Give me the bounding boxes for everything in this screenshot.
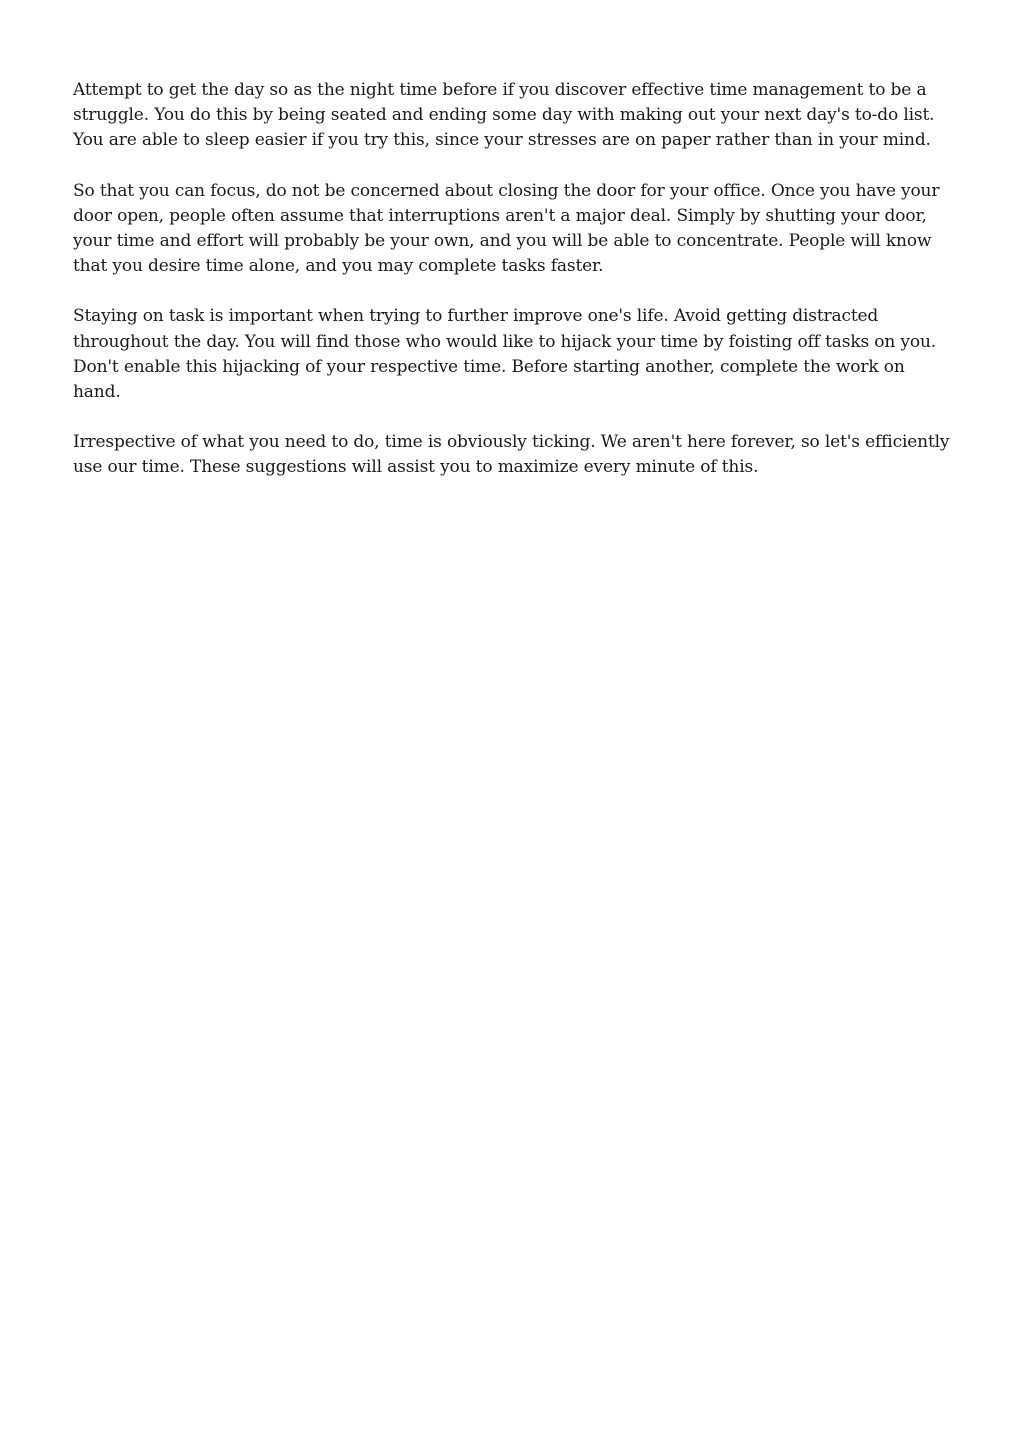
paragraph-1: Attempt to get the day so as the night time before if you discover effective time management to be a struggle. You do this by being seated and ending some day with making out your next day's to-do list. You are able to sleep easier if you try this, since your stresses are on paper rather than in your mind.: [73, 80, 935, 151]
paragraph-2: So that you can focus, do not be concerned about closing the door for your office. Once you have your door open, people often assume that interruptions aren't a major deal. Simply by shutting your door, your time and effort will probably be your own, and you will be able to concentrate. People will know that you desire time alone, and you may complete tasks faster.: [73, 180, 940, 277]
paragraph-3: Staying on task is important when trying to further improve one's life. Avoid getting distracted throughout the day. You will find those who would like to hijack your time by foisting off tasks on you. Don't enable this hijacking of your respective time. Before starting another, complete the work on hand.: [73, 306, 937, 403]
paragraph-4: Irrespective of what you need to do, time is obviously ticking. We aren't here forever, so let's efficiently use our time. These suggestions will assist you to maximize every minute of this.: [73, 432, 950, 478]
document-page: [73, 78, 953, 506]
